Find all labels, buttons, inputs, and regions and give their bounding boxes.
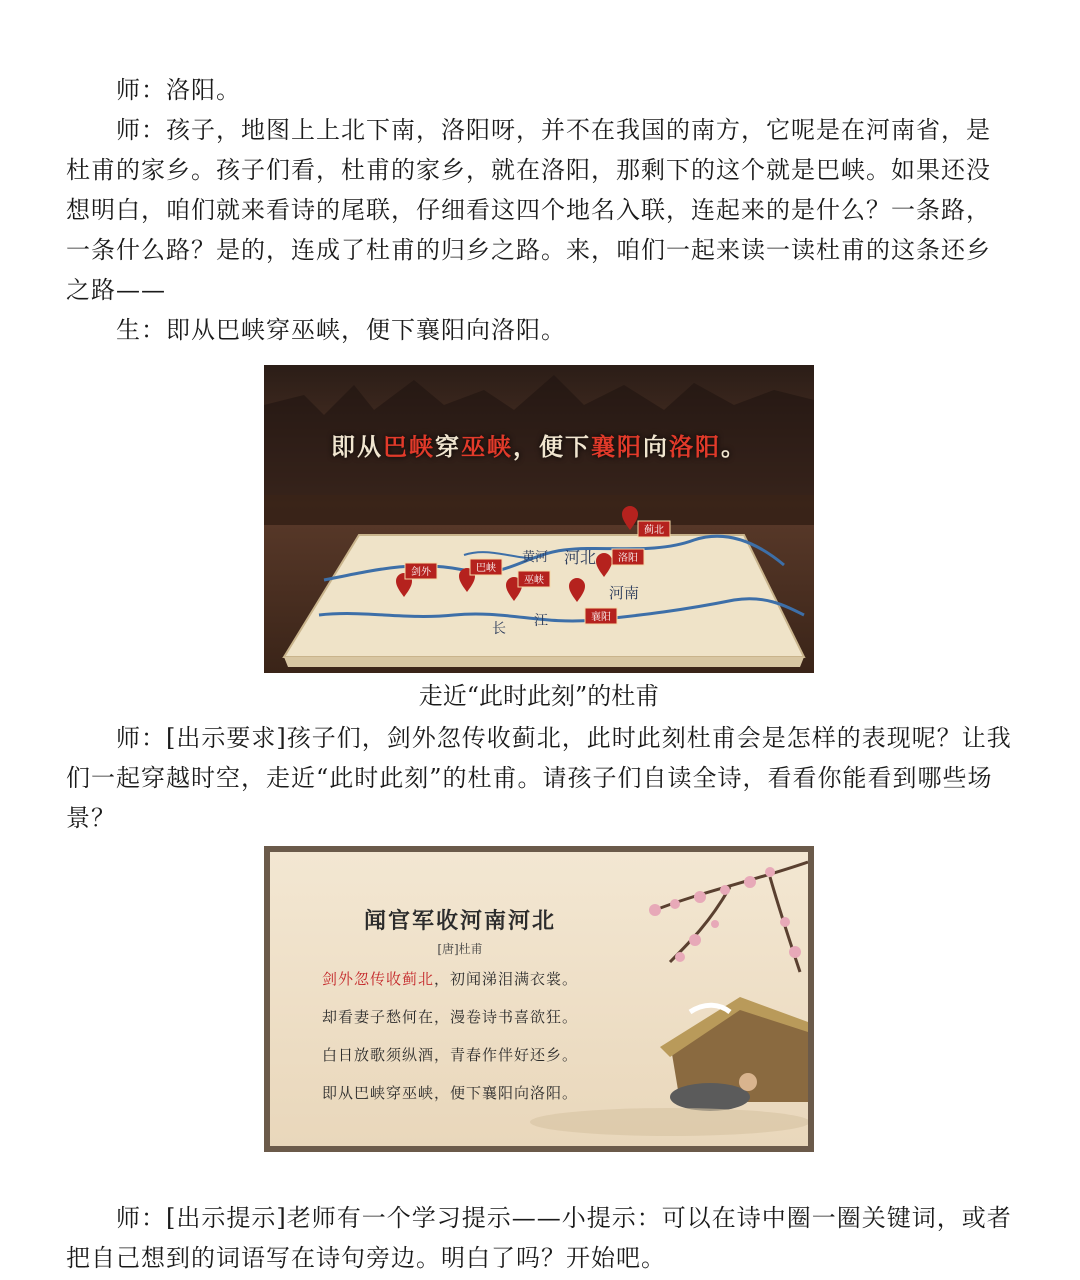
city-wall [264,495,814,525]
poem-line-2: 却看妻子愁何在，漫卷诗书喜欲狂。 [322,1008,579,1026]
map-slide-graphic [264,365,814,673]
map-marker-label: 巫峡 [524,575,544,586]
paragraph-3: 生：即从巴峡穿巫峡，便下襄阳向洛阳。 [116,316,566,344]
poet-head [739,1073,757,1091]
poem-paper [270,852,808,1146]
poet-figure-icon [670,1083,750,1111]
flying-paper-icon [690,1005,730,1012]
map-label-henan: 河南 [609,584,640,602]
map-slide-headline [264,427,814,462]
ground-shadow [530,1108,808,1136]
poem-line-1-highlight: 剑外忽传收蓟北 [322,970,435,988]
headline-part: 。 [721,432,747,461]
map-pin-icon [622,506,638,530]
paragraph-2: 师：孩子，地图上上北下南，洛阳呀，并不在我国的南方，它呢是在河南省，是杜甫的家乡。孩子们看，杜甫的家乡，就在洛阳，那剩下的这个就是巴峡。如果还没想明白，咱们就来看诗的尾联，仔细看这四个地名入联，连起来的是什么？一条路，一条什么路？是的，连成了杜甫的归乡之路。来，咱们一起来读一读杜甫的这条还乡之路—— [66,116,991,304]
headline-place-baxia: 巴峡 [383,432,435,461]
figure-caption: 走近“此时此刻”的杜甫 [418,682,660,710]
paragraph-4: 师：[出示要求]孩子们，剑外忽传收蓟北，此时此刻杜甫会是怎样的表现呢？让我们一起穿越时空，走近“此时此刻”的杜甫。请孩子们自读全诗，看看你能看到哪些场景？ [66,724,1012,832]
headline-place-wuxia: 巫峡 [461,432,513,461]
paragraph-1: 师：洛阳。 [116,76,241,104]
poem-line-1 [322,968,578,989]
map-label-chang: 长 [492,621,506,637]
map-marker-label: 蓟北 [644,525,664,536]
map-slide-image [264,365,814,673]
map-label-yellow-river: 黄河 [522,550,549,565]
headline-part: 即从 [331,432,383,461]
poem-line-4: 即从巴峡穿巫峡，便下襄阳向洛阳。 [322,1084,579,1102]
poem-author: [唐]杜甫 [437,942,483,956]
map-board-edge [284,657,804,667]
headline-part: ，便下 [513,432,591,461]
map-marker-label: 剑外 [411,567,431,578]
map-label-jiang: 江 [534,613,548,629]
headline-place-xiangyang: 襄阳 [591,432,643,461]
poem-line-1-rest: ，初闻涕泪满衣裳。 [434,970,579,988]
map-marker-label: 襄阳 [591,612,611,623]
poem-line-3: 白日放歌须纵酒，青春作伴好还乡。 [322,1046,579,1064]
map-marker-label: 巴峡 [476,563,496,574]
headline-part: 穿 [435,432,461,461]
plum-branch-icon [650,862,808,972]
poem-title: 闻官军收河南河北 [363,908,556,934]
paragraph-5: 师：[出示提示]老师有一个学习提示——小提示：可以在诗中圈一圈关键词，或者把自己想到的词语写在诗句旁边。明白了吗？开始吧。 [66,1204,1012,1272]
map-label-hebei: 河北 [564,548,597,567]
plum-blossoms-icon [649,867,801,962]
headline-part: 向 [643,432,669,461]
poem-slide-image [264,846,814,1152]
map-marker-label: 洛阳 [618,553,638,564]
headline-place-luoyang: 洛阳 [669,432,721,461]
